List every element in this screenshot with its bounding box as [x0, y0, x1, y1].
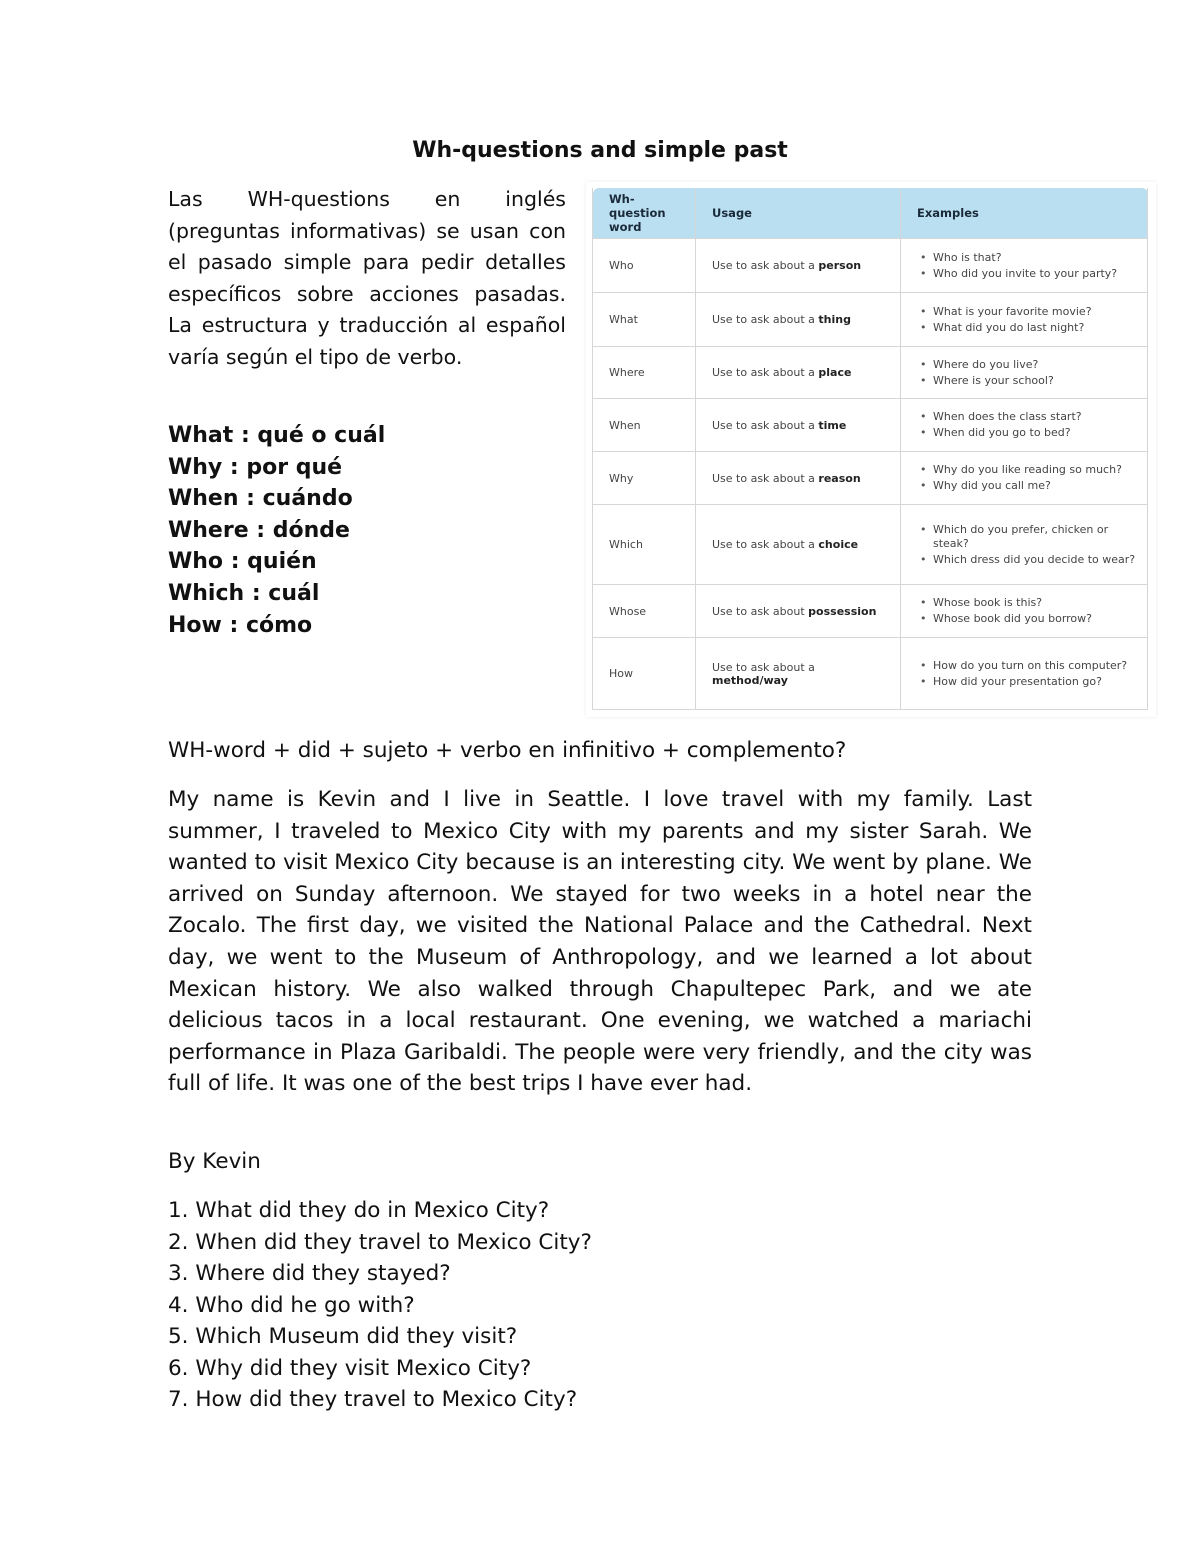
row-usage: Use to ask about a method/way: [696, 638, 901, 710]
row-word: Whose: [593, 585, 696, 638]
row-usage: Use to ask about a thing: [696, 293, 901, 347]
table-row: [593, 505, 1148, 585]
translation-item: Why : por qué: [168, 454, 343, 480]
row-examples: [901, 293, 1148, 347]
example-item: • Whose book is this?: [933, 596, 1139, 610]
table-row: [593, 585, 1148, 638]
row-word: What: [593, 293, 696, 347]
row-word: How: [593, 638, 696, 710]
example-item: • What is your favorite movie?: [933, 305, 1139, 319]
question-item: 5. Which Museum did they visit?: [168, 1324, 518, 1349]
row-word: Where: [593, 347, 696, 399]
header-word: Wh- question word: [593, 188, 696, 239]
author-byline: By Kevin: [168, 1149, 261, 1174]
grammar-formula: WH-word + did + sujeto + verbo en infinitivo + complemento?: [168, 738, 847, 763]
question-item: 2. When did they travel to Mexico City?: [168, 1229, 592, 1255]
row-word: Which: [593, 505, 696, 585]
table-row: [593, 399, 1148, 452]
example-item: • Where do you live?: [933, 358, 1139, 372]
row-usage: Use to ask about a place: [696, 347, 901, 399]
header-examples: Examples: [901, 188, 1148, 239]
table-row: [593, 293, 1148, 347]
row-examples: [901, 452, 1148, 505]
row-examples: [901, 399, 1148, 452]
page-title: Wh-questions and simple past: [412, 138, 788, 163]
translation-item: Which : cuál: [168, 580, 320, 606]
row-usage: Use to ask about a choice: [696, 505, 901, 585]
table-row: [593, 638, 1148, 710]
table-row: [593, 239, 1148, 293]
example-item: • Whose book did you borrow?: [933, 612, 1139, 626]
example-item: • How did your presentation go?: [933, 675, 1139, 689]
translation-item: Who : quién: [168, 549, 317, 575]
row-examples: [901, 505, 1148, 585]
wh-question-table-image: [586, 182, 1156, 717]
example-item: • Which do you prefer, chicken or steak?: [933, 523, 1139, 551]
intro-text: Las WH-questions en inglés (preguntas informativas) se usan con el pasado simple para pedir detalles específicos sobre acciones pasadas. La estructura y traducción al español varía según el tipo de verbo.: [168, 187, 566, 369]
example-item: • What did you do last night?: [933, 321, 1139, 335]
row-usage: Use to ask about a person: [696, 239, 901, 293]
example-item: • Where is your school?: [933, 374, 1139, 388]
row-word: Why: [593, 452, 696, 505]
question-item: 1. What did they do in Mexico City?: [168, 1198, 550, 1223]
example-item: • Who is that?: [933, 251, 1139, 265]
translation-item: How : cómo: [168, 612, 313, 638]
story-paragraph: My name is Kevin and I live in Seattle. I love travel with my family. Last summer, I traveled to Mexico City with my parents and my sister Sarah. We wanted to visit Mexico City because is an interesting city. We went by plane. We arrived on Sunday afternoon. We stayed for two weeks in a hotel near the Zocalo. The first day, we visited the National Palace and the Cathedral. Next day, we went to the Museum of Anthropology, and we learned a lot about Mexican history. We also walked through Chapultepec Park, and we ate delicious tacos in a local restaurant. One evening, we watched a mariachi performance in Plaza Garibaldi. The people were very friendly, and the city was full of life. It was one of the best trips I have ever had.: [168, 787, 1032, 1097]
table-row: [593, 452, 1148, 505]
row-usage: Use to ask about a time: [696, 399, 901, 452]
row-usage: Use to ask about possession: [696, 585, 901, 638]
row-examples: [901, 239, 1148, 293]
question-item: 4. Who did he go with?: [168, 1292, 415, 1318]
table-row: [593, 347, 1148, 399]
header-usage: Usage: [696, 188, 901, 239]
row-word: Who: [593, 239, 696, 293]
translation-item: When : cuándo: [168, 486, 353, 512]
example-item: • Who did you invite to your party?: [933, 267, 1139, 281]
question-item: 7. How did they travel to Mexico City?: [168, 1387, 578, 1412]
example-item: • Why do you like reading so much?: [933, 463, 1139, 477]
example-item: • When does the class start?: [933, 410, 1139, 424]
translation-list: [168, 420, 385, 641]
table-header-row: [593, 188, 1148, 239]
translation-item: Where : dónde: [168, 517, 350, 543]
question-list: [168, 1195, 592, 1416]
wh-question-table: [592, 188, 1148, 710]
example-item: • How do you turn on this computer?: [933, 659, 1139, 673]
example-item: • Why did you call me?: [933, 479, 1139, 493]
row-usage: Use to ask about a reason: [696, 452, 901, 505]
row-word: When: [593, 399, 696, 452]
row-examples: [901, 347, 1148, 399]
question-item: 3. Where did they stayed?: [168, 1261, 451, 1286]
question-item: 6. Why did they visit Mexico City?: [168, 1355, 532, 1381]
row-examples: [901, 585, 1148, 638]
example-item: • When did you go to bed?: [933, 426, 1139, 440]
example-item: • Which dress did you decide to wear?: [933, 553, 1139, 567]
row-examples: [901, 638, 1148, 710]
intro-paragraph: [168, 184, 566, 373]
translation-item: What : qué o cuál: [168, 423, 386, 448]
